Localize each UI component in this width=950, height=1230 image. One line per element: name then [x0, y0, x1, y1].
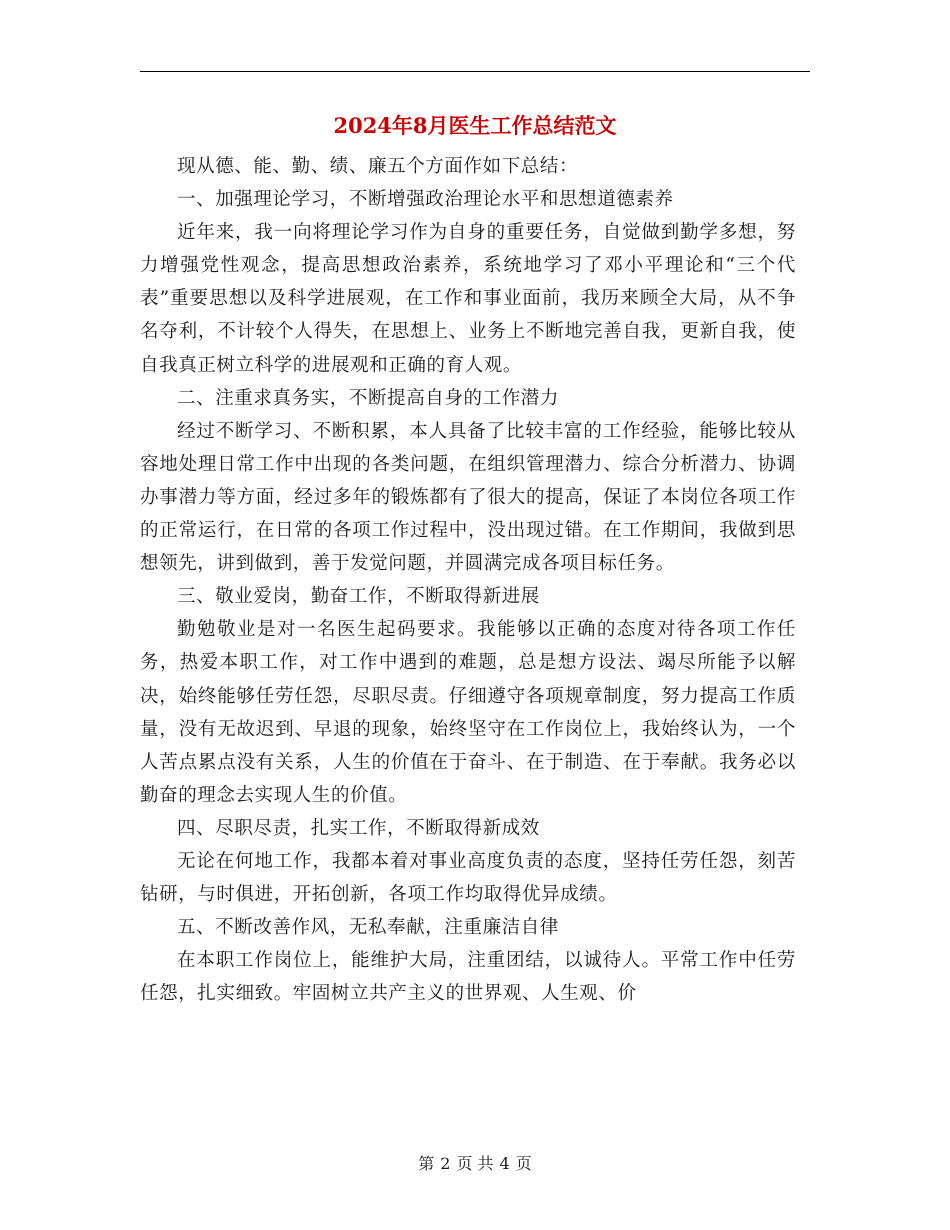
section-heading-5: 五、不断改善作风，无私奉献，注重廉洁自律	[177, 917, 560, 939]
header-rule	[140, 71, 810, 72]
section-body-4: 无论在何地工作，我都本着对事业高度负责的态度，坚持任劳任怨，刻苦钻研，与时俱进，开拓创新，各项工作均取得优异成绩。	[140, 850, 796, 906]
document-title: 2024年8月医生工作总结范文	[333, 113, 617, 138]
section-heading-1: 一、加强理论学习，不断增强政治理论水平和思想道德素养	[177, 189, 674, 211]
section-body-3: 勤勉敬业是对一名医生起码要求。我能够以正确的态度对待各项工作任务，热爱本职工作，对工作中遇到的难题，总是想方设法、竭尽所能予以解决，始终能够任劳任怨，尽职尽责。仔细遵守各项规章制度，努力提高工作质量，没有无故迟到、早退的现象，始终坚守在工作岗位上，我始终认为，一个人苦点累点没有关系，人生的价值在于奋斗、在于制造、在于奉献。我务必以勤奋的理念去实现人生的价值。	[140, 619, 796, 806]
document-body	[140, 150, 796, 1010]
page-label-prefix: 第	[418, 1154, 435, 1173]
current-page-number: 2	[440, 1154, 451, 1173]
section-heading-4: 四、尽职尽责，扎实工作，不断取得新成效	[177, 817, 540, 839]
section-heading-3: 三、敬业爱岗，勤奋工作，不断取得新进展	[177, 586, 540, 608]
section-body-5: 在本职工作岗位上，能维护大局，注重团结，以诚待人。平常工作中任劳任怨，扎实细致。牢固树立共产主义的世界观、人生观、价	[140, 950, 796, 1005]
intro-paragraph: 现从德、能、勤、绩、廉五个方面作如下总结：	[177, 156, 579, 177]
total-pages-number: 4	[499, 1154, 510, 1173]
section-body-2: 经过不断学习、不断积累，本人具备了比较丰富的工作经验，能够比较从容地处理日常工作中出现的各类问题，在组织管理潜力、综合分析潜力、协调办事潜力等方面，经过多年的锻炼都有了很大的提高，保证了本岗位各项工作的正常运行，在日常的各项工作过程中，没出现过错。在工作期间，我做到思想领先，讲到做到，善于发觉问题，并圆满完成各项目标任务。	[140, 420, 796, 575]
page-label-mid: 页 共	[456, 1154, 494, 1173]
page-footer	[0, 1150, 950, 1178]
page-label-suffix: 页	[515, 1154, 532, 1173]
section-body-1: 近年来，我一向将理论学习作为自身的重要任务，自觉做到勤学多想，努力增强党性观念，提高思想政治素养，系统地学习了邓小平理论和“三个代表”重要思想以及科学进展观，在工作和事业面前，我历来顾全大局，从不争名夺利，不计较个人得失，在思想上、业务上不断地完善自我，更新自我，使自我真正树立科学的进展观和正确的育人观。	[140, 222, 796, 376]
section-heading-2: 二、注重求真务实，不断提高自身的工作潜力	[177, 387, 560, 409]
